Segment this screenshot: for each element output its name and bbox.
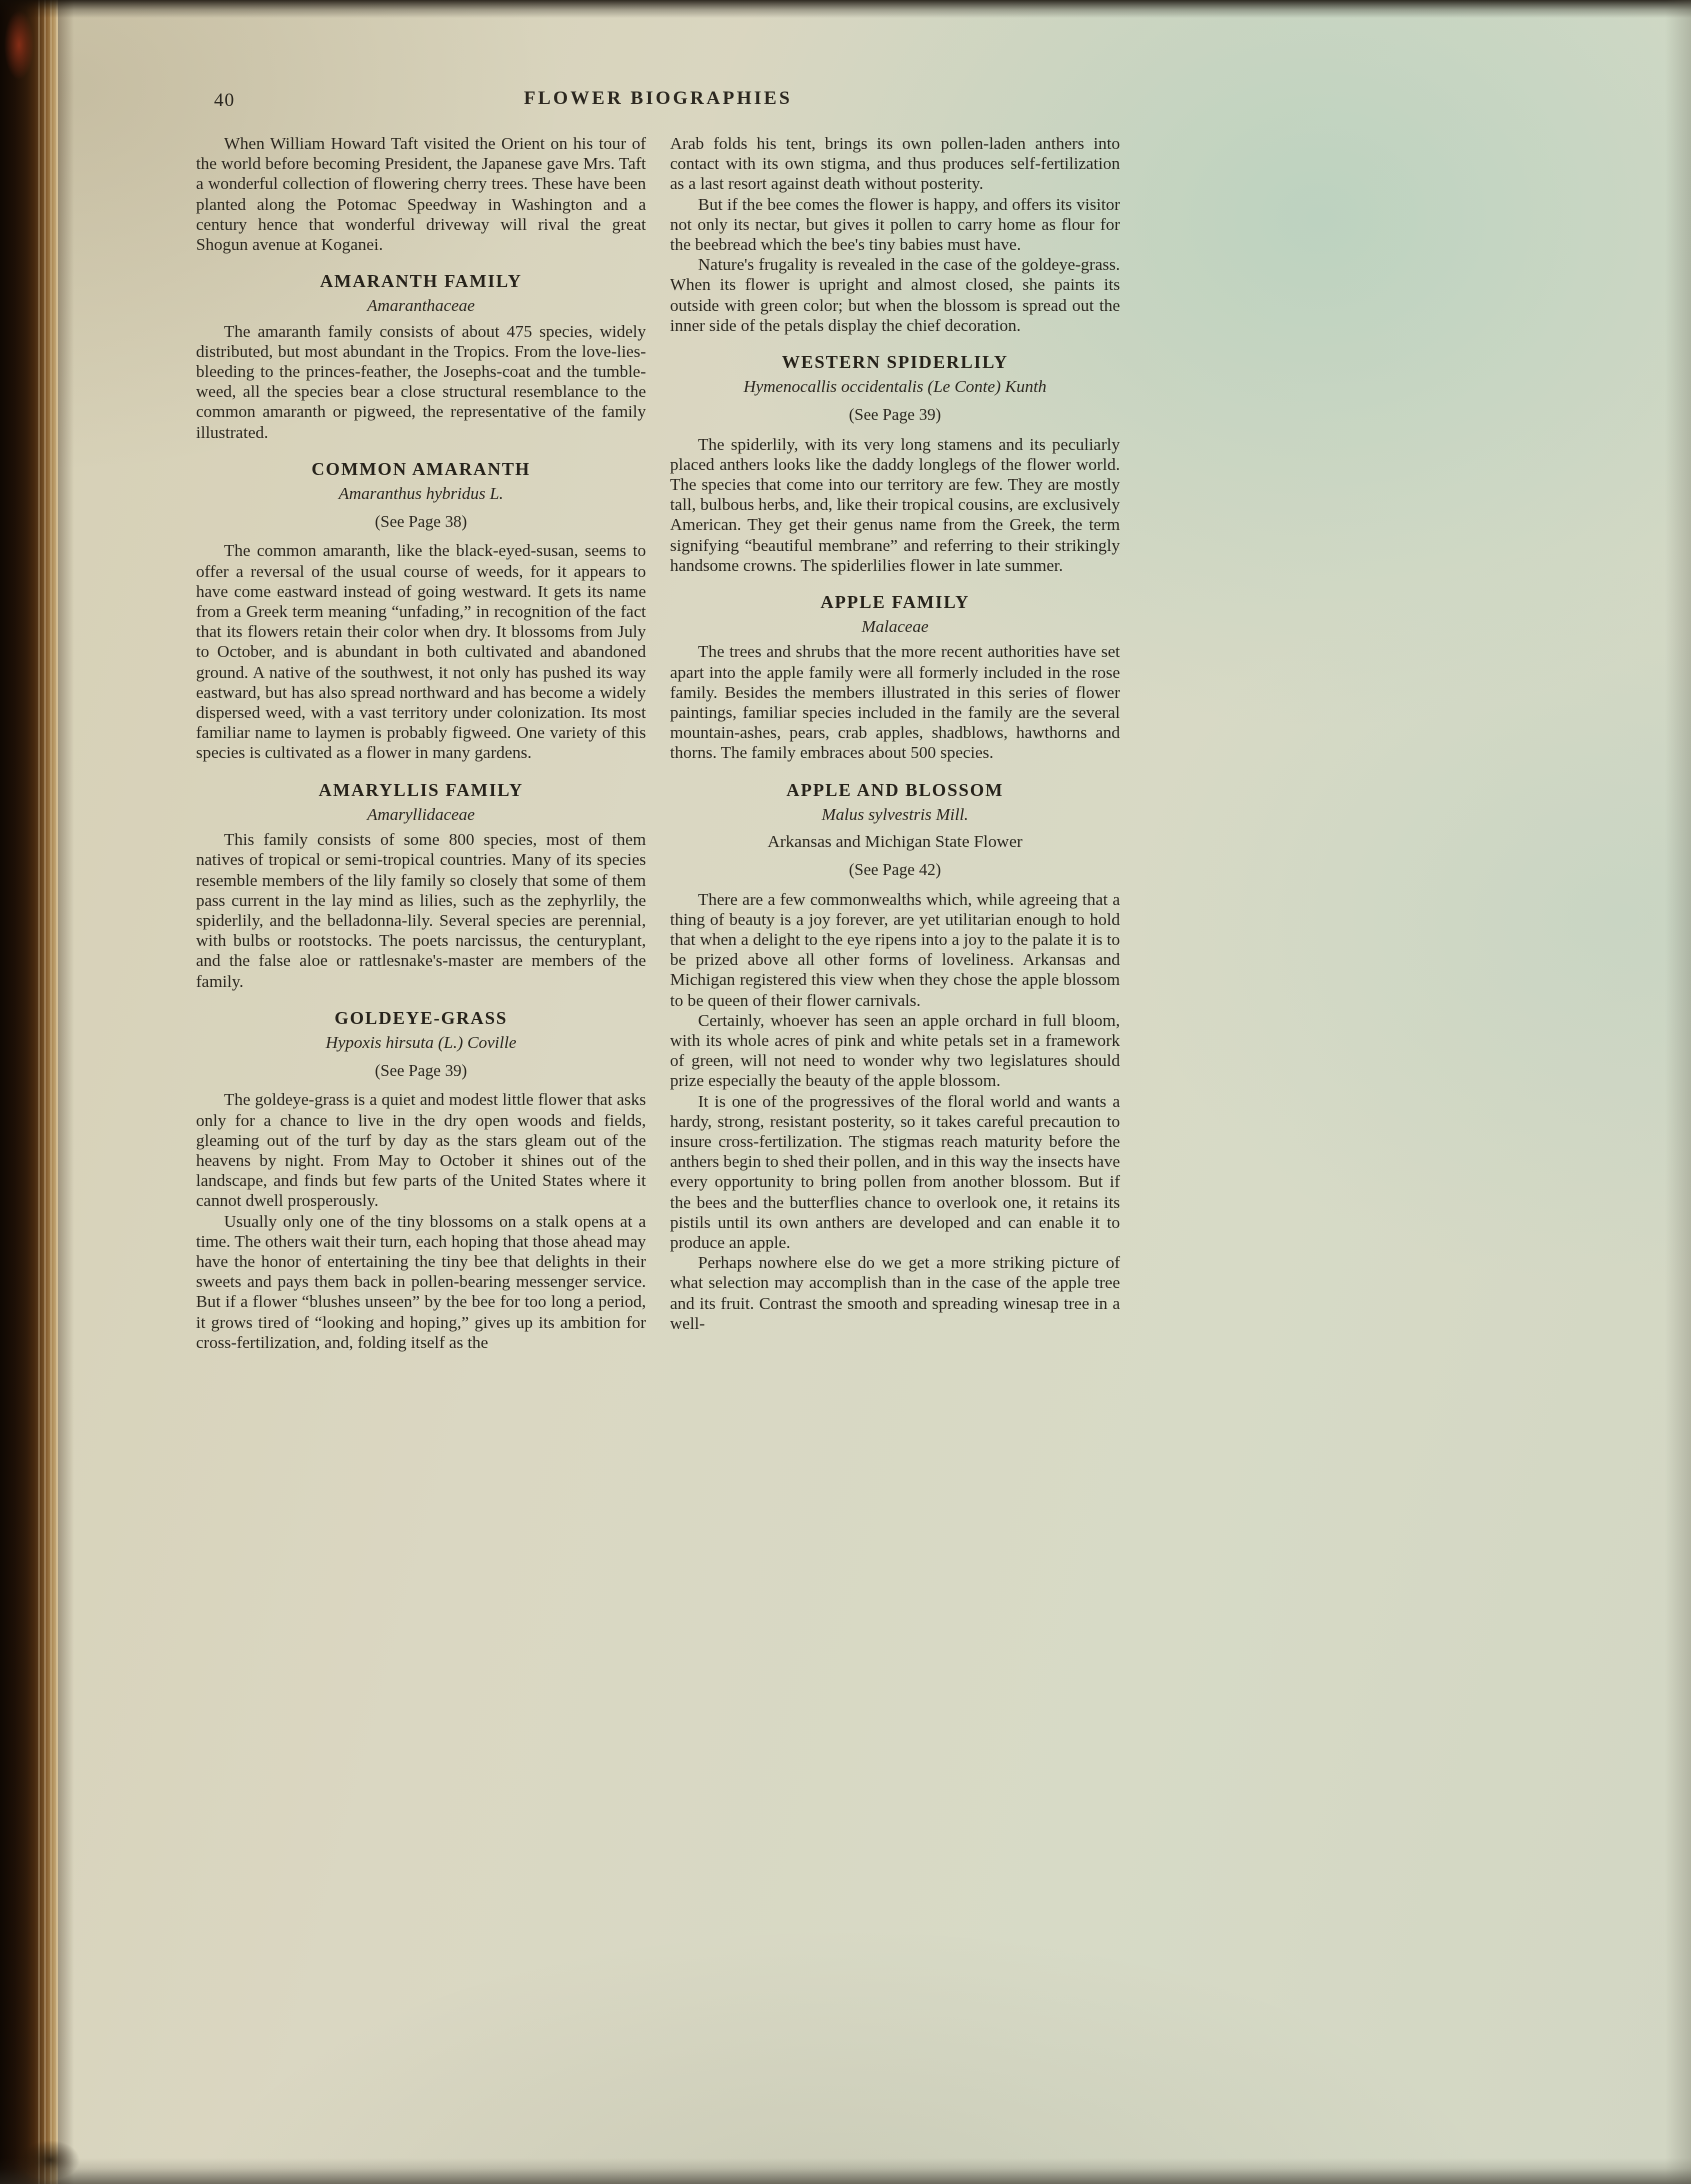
section-heading: APPLE AND BLOSSOM [786,779,1004,800]
section-heading: COMMON AMARANTH [311,458,531,479]
running-header: FLOWER BIOGRAPHIES [523,88,793,109]
section-heading: WESTERN SPIDERLILY [781,352,1009,373]
paragraph: Usually only one of the tiny blossoms on a stalk opens at a time. The others wait their turn, each hoping that those ahead may have the honor of entertaining the tiny bee that delights in their sweets and pays them back in pollen-bearing messenger service. But if a flower “blushes unseen” by the bee for too long a period, it grows tired of “looking and hoping,” gives up its ambition for cross-fertilization, and, folding itself as the [196,1211,646,1352]
paragraph: But if the bee comes the flower is happy, and offers its visitor not only its nectar, but gives it pollen to carry home as flour for the beebread which the bee's tiny babies must have. [670,194,1120,255]
page-content [196,88,1120,1353]
section-heading: AMARYLLIS FAMILY [318,779,524,800]
book-binding [0,0,58,2184]
paragraph: The goldeye-grass is a quiet and modest little flower that asks only for a chance to live in the dry open woods and fields, gleaming out of the turf by day as the stars gleam out of the heavens by night. From May to October it shines out of the landscape, and finds but few parts of the United States where it cannot dwell prosperously. [196,1090,646,1211]
paragraph: Nature's frugality is revealed in the case of the goldeye-grass. When its flower is upright and almost closed, she paints its outside with green color; but when the blossom is spread out the inner side of the petals display the chief decoration. [670,255,1120,335]
section-heading: AMARANTH FAMILY [320,271,522,292]
paragraph: This family consists of some 800 species, most of them natives of tropical or semi-tropical countries. Many of its species resemble members of the lily family so closely that some of them pass current in the lay mind as lilies, such as the zephyrlily, the spiderlily, and the belladonna-lily. Several species are perennial, with bulbs or rootstocks. The poets narcissus, the centuryplant, and the false aloe or rattlesnake's-master are members of the family. [196,830,646,991]
page-reference: (See Page 39) [374,1061,468,1081]
page-gutter-shadow [58,0,74,2184]
section-heading: GOLDEYE-GRASS [334,1007,508,1028]
paragraph: The common amaranth, like the black-eyed-susan, seems to offer a reversal of the usual course of weeds, for it appears to have come eastward instead of going westward. It gets its name from a Greek term meaning “unfading,” in recognition of the fact that its flowers retain their color when dry. It blossoms from July to October, and is abundant in both cultivated and abandoned ground. A native of the southwest, it not only has pushed its way eastward, but has also spread northward and has become a widely dispersed weed, with a vast territory under colonization. Its most familiar name to laymen is probably figweed. One variety of this species is cultivated as a flower in many gardens. [196,541,646,763]
latin-name: Malaceae [861,617,929,637]
paragraph: Arab folds his tent, brings its own pollen-laden anthers into contact with its own stigma, and thus produces self-fertilization as a last resort against death without posterity. [670,134,1120,194]
latin-name: Amaranthaceae [367,296,475,316]
page-reference: (See Page 39) [848,405,942,425]
latin-name: Amaranthus hybridus L. [338,484,504,504]
page-reference: (See Page 38) [374,512,468,532]
binding-stain [4,10,34,80]
latin-name: Amaryllidaceae [367,804,475,824]
page-right-edge [1665,0,1691,2184]
page-reference: (See Page 42) [848,860,942,880]
paragraph: There are a few commonwealths which, while agreeing that a thing of beauty is a joy forever, are yet utilitarian enough to hold that when a delight to the eye ripens into a joy to the palate it is to be prized above all other forms of loveliness. Arkansas and Michigan registered this view when they chose the apple blossom to be queen of their flower carnivals. [670,889,1120,1010]
text-columns [196,134,1120,1353]
page-bottom-edge [0,2158,1691,2184]
latin-name: Malus sylvestris Mill. [821,804,969,824]
paragraph: The amaranth family consists of about 475 species, widely distributed, but most abundant in the Tropics. From the love-lies-bleeding to the princes-feather, the Josephs-coat and the tumble-weed, all the species bear a close structural resemblance to the common amaranth or pigweed, the representative of the family illustrated. [196,321,646,442]
left-column [196,134,646,1353]
paragraph: The spiderlily, with its very long stamens and its peculiarly placed anthers looks like the daddy longlegs of the flower world. The species that come into our territory are few. They are mostly tall, bulbous herbs, and, like their tropical cousins, are exclusively American. They get their genus name from the Greek, the term signifying “beautiful membrane” and referring to their strikingly handsome crowns. The spiderlilies flower in late summer. [670,434,1120,575]
latin-name: Hypoxis hirsuta (L.) Coville [325,1032,517,1052]
page-top-edge [0,0,1691,18]
page-number: 40 [214,90,235,111]
latin-name: Hymenocallis occidentalis (Le Conte) Kunth [743,377,1047,397]
paragraph: It is one of the progressives of the floral world and wants a hardy, strong, resistant posterity, so it takes careful precaution to insure cross-fertilization. The stigmas reach maturity before the anthers begin to shed their pollen, and in this way the insects have every opportunity to bring pollen from another blossom. But if the bees and the butterflies chance to overlook one, it retains its pistils until its own anthers are developed and can enable it to produce an apple. [670,1091,1120,1252]
right-column [670,134,1120,1353]
paragraph: The trees and shrubs that the more recent authorities have set apart into the apple family were all formerly included in the rose family. Besides the members illustrated in this series of flower paintings, familiar species included in the family are the several mountain-ashes, pears, crab apples, shadblows, hawthorns and thorns. The family embraces about 500 species. [670,642,1120,763]
paragraph: Certainly, whoever has seen an apple orchard in full bloom, with its whole acres of pink and white petals set in a framework of green, will not need to wonder why two legislatures should prize especially the beauty of the apple blossom. [670,1010,1120,1091]
page-header [196,88,1120,118]
section-heading: APPLE FAMILY [820,592,970,613]
paragraph: Perhaps nowhere else do we get a more striking picture of what selection may accomplish than in the case of the apple tree and its fruit. Contrast the smooth and spreading winesap tree in a well- [670,1253,1120,1333]
paragraph: When William Howard Taft visited the Orient on his tour of the world before becoming President, the Japanese gave Mrs. Taft a wonderful collection of flowering cherry trees. These have been planted along the Potomac Speedway in Washington and a century hence that wonderful driveway will rival the great Shogun avenue at Koganei. [196,134,646,255]
state-flower-subtitle: Arkansas and Michigan State Flower [767,832,1023,852]
